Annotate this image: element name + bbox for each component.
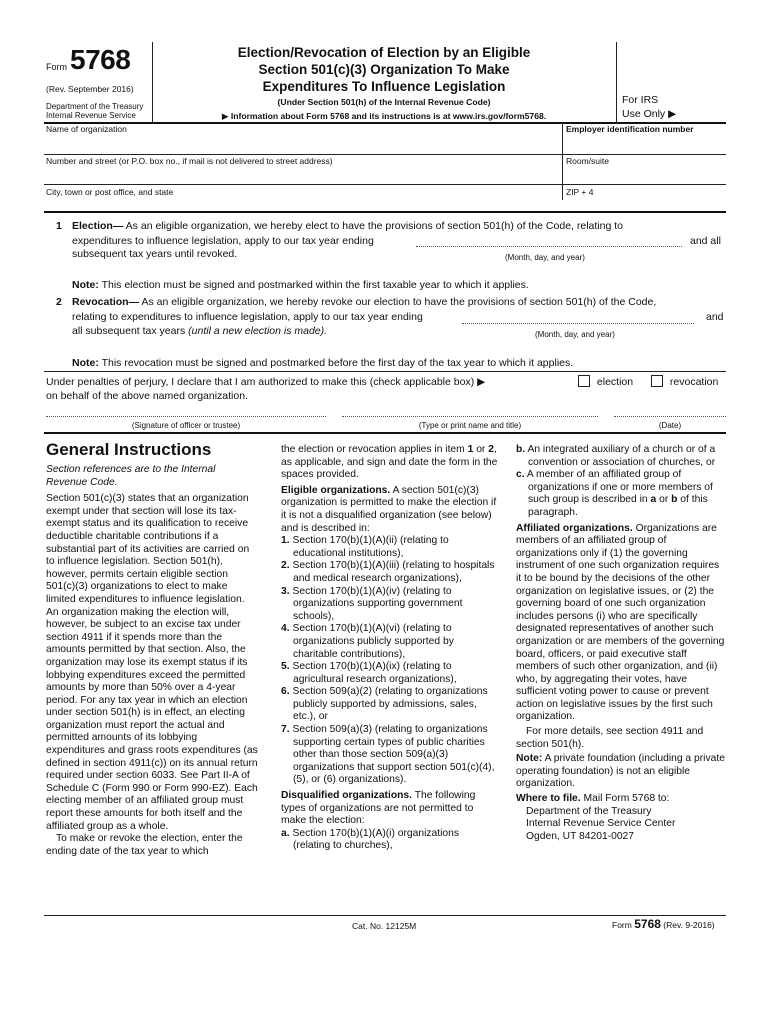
election-number: 1 — [56, 220, 62, 232]
revocation-line-1 — [72, 296, 656, 309]
revocation-note — [72, 357, 573, 370]
list-item: 7. Section 509(a)(3) (relating to organizations supporting certain types of public charities other than those section 509(a)(3) organizations that support section 501(c)(4), (5), or (6) organizations). — [281, 724, 495, 786]
footer-form-id — [612, 917, 715, 931]
revocation-number: 2 — [56, 296, 62, 308]
footer-rule — [44, 915, 726, 916]
more-details: For more details, see section 4911 and section 501(h). — [516, 726, 704, 750]
fields-bottom-rule — [44, 211, 726, 213]
form-subtitle: (Under Section 501(h) of the Internal Revenue Code) — [277, 97, 491, 107]
city-field[interactable] — [44, 196, 562, 210]
instructions-column-1 — [46, 440, 258, 858]
footer-form-word: Form — [612, 920, 632, 930]
list-item: 2. Section 170(b)(1)(A)(iii) (relating to hospitals and medical research organizations), — [281, 560, 495, 584]
affiliated-orgs-heading: Affiliated organizations. — [516, 522, 633, 534]
affiliated-orgs-para — [516, 523, 726, 725]
info-line: ▶ Information about Form 5768 and its instructions is at www.irs.gov/form5768. — [221, 111, 547, 121]
election-note-label: Note: — [72, 279, 99, 291]
revocation-line-2: relating to expenditures to influence legislation, apply to our tax year ending — [72, 311, 423, 323]
instructions-column-3 — [516, 444, 726, 843]
list-item: 4. Section 170(b)(1)(A)(vi) (relating to organizations publicly supported by charitable contributions), — [281, 623, 454, 660]
name-title-line — [342, 416, 598, 417]
eligible-orgs-text: A section 501(c)(3) organization is permitted to make the election if it is not a disqualified organization (see below) and is described in: — [281, 484, 497, 534]
pf-note-label: Note: — [516, 753, 543, 765]
eligible-orgs-para — [281, 485, 499, 535]
title-line-1: Election/Revocation of Election by an Eligible — [237, 45, 531, 60]
disqualified-item-b: b. An integrated auxiliary of a church or of a convention or association of churches, or — [516, 444, 716, 468]
perjury-line-1: Under penalties of perjury, I declare that I am authorized to make this (check applicable box) ▶ — [46, 376, 486, 388]
col2-text-a: the election or revocation applies in item — [281, 444, 468, 455]
field-rule-2 — [44, 184, 726, 185]
revocation-note-text: This revocation must be signed and postmarked before the first day of the tax year to which it applies. — [98, 357, 574, 369]
pf-note-text: A private foundation (including a private operating foundation) is not an eligible organization. — [516, 753, 725, 790]
list-item: 3. Section 170(b)(1)(A)(iv) (relating to organizations supporting government schools), — [281, 585, 463, 622]
for-irs-label: For IRS — [622, 94, 659, 106]
address-line-3: Ogden, UT 84201-0027 — [526, 830, 635, 842]
title-line-3: Expenditures To Influence Legislation — [262, 79, 506, 94]
eligible-orgs-heading: Eligible organizations. — [281, 484, 391, 496]
election-date-line[interactable] — [416, 246, 682, 247]
footer-form-number: 5768 — [634, 917, 661, 931]
org-name-label: Name of organization — [46, 124, 127, 134]
election-option[interactable] — [578, 375, 633, 389]
affiliated-orgs-text: Organizations are members of an affiliated group of organizations only if (1) the governing instrument of one such organization requires it to be bound by the decisions of the other organization on legislative issues, or (2) the governing board of one such organization includes persons (i) who are specifically designated representatives of another such organization or are members of the governing board, officers, or paid executive staff members of such other organization, and (ii) who, by aggregating their votes, have sufficient voting power to cause or prevent action on legislative issues by the first such organization. — [516, 522, 725, 723]
street-field[interactable] — [44, 166, 562, 184]
use-only-label: Use Only ▶ — [622, 108, 677, 120]
address-line-1: Department of the Treasury — [526, 805, 652, 817]
list-item: 6. Section 509(a)(2) (relating to organizations publicly supported by admissions, sales, etc.), or — [281, 686, 488, 723]
disqualified-orgs-text: The following types of organizations are not permitted to make the election: — [281, 790, 476, 827]
instructions-para-2: To make or revoke the election, enter the ending date of the tax year to which — [46, 833, 243, 857]
signature-label: (Signature of officer or trustee) — [131, 421, 241, 430]
header-divider-right — [616, 42, 617, 122]
title-line-2: Section 501(c)(3) Organization To Make — [258, 62, 510, 77]
col2-text-e: , as applicable, and sign and date the form in the spaces provided. — [281, 444, 498, 481]
city-label: City, town or post office, and state — [46, 187, 174, 197]
election-text-1: As an eligible organization, we hereby elect to have the provisions of section 501(h) of the Code, relating to — [123, 220, 623, 232]
zip-field[interactable] — [564, 196, 726, 210]
where-to-file-heading: Where to file. — [516, 793, 581, 805]
revocation-checkbox[interactable] — [651, 375, 663, 387]
election-and-all: and all — [690, 235, 721, 247]
election-line-1 — [72, 220, 726, 233]
revocation-and: and — [706, 311, 724, 323]
name-title-field[interactable] — [342, 398, 598, 416]
field-rule-1 — [44, 154, 726, 155]
election-line-2: expenditures to influence legislation, apply to our tax year ending — [72, 235, 374, 247]
election-heading: Election— — [72, 220, 124, 232]
revocation-note-label: Note: — [72, 357, 99, 369]
instructions-col2-para — [281, 444, 499, 482]
election-checkbox[interactable] — [578, 375, 590, 387]
election-note-text: This election must be signed and postmarked within the first taxable year to which it applies. — [98, 279, 529, 291]
revocation-text-3a: all subsequent tax years — [72, 325, 189, 337]
disqualified-item-a: a. Section 170(b)(1)(A)(i) organizations (relating to churches), — [281, 827, 460, 852]
room-field[interactable] — [564, 166, 726, 184]
private-foundation-note — [516, 753, 726, 791]
revision-date: (Rev. September 2016) — [46, 84, 134, 94]
items-bottom-rule — [44, 371, 726, 372]
date-line — [614, 416, 726, 417]
date-label: (Date) — [658, 421, 682, 430]
revocation-option[interactable] — [651, 375, 718, 389]
department: Department of the Treasury — [46, 102, 144, 111]
field-divider-1 — [562, 122, 563, 200]
revocation-text-1: As an eligible organization, we hereby revoke our election to have the provisions of section 501(h) of the Code, — [139, 296, 657, 308]
list-item: 1. Section 170(b)(1)(A)(ii) (relating to educational institutions), — [281, 535, 449, 559]
revocation-line-3 — [72, 325, 327, 338]
where-to-file — [516, 793, 726, 806]
catalog-number: Cat. No. 12125M — [352, 921, 417, 931]
revocation-date-line[interactable] — [462, 323, 694, 324]
election-option-label: election — [596, 376, 634, 388]
instructions-intro: Section references are to the Internal Revenue Code. — [46, 464, 216, 488]
room-label: Room/suite — [566, 156, 609, 166]
org-name-field[interactable] — [44, 134, 562, 154]
name-title-label: (Type or print name and title) — [418, 421, 522, 430]
revocation-heading: Revocation— — [72, 296, 140, 308]
election-line-3: subsequent tax years until revoked. — [72, 248, 238, 260]
form-number: 5768 — [70, 44, 131, 75]
disqualified-orgs-heading: Disqualified organizations. — [281, 790, 413, 802]
col2-text-or: or — [473, 444, 489, 455]
eligible-list — [281, 535, 499, 787]
street-label: Number and street (or P.O. box no., if mail is not delivered to street address) — [46, 156, 333, 166]
signature-field[interactable] — [46, 398, 326, 416]
signature-bottom-rule — [44, 432, 726, 434]
instructions-heading: General Instructions — [46, 440, 212, 459]
revocation-option-label: revocation — [669, 376, 719, 388]
election-note — [72, 279, 529, 292]
disqualified-item-c: c. A member of an affiliated group of organizations if one or more members of such group is described in a or b of this paragraph. — [516, 469, 713, 518]
revocation-text-3b: (until a new election is made). — [188, 325, 328, 337]
footer-rev: (Rev. 9-2016) — [663, 920, 715, 930]
disqualified-orgs-para — [281, 790, 499, 828]
perjury-line-2: on behalf of the above named organization. — [46, 390, 248, 402]
agency: Internal Revenue Service — [46, 111, 136, 120]
revocation-date-hint: (Month, day, and year) — [535, 330, 615, 339]
ein-label: Employer identification number — [566, 124, 694, 134]
form-label: Form — [46, 62, 67, 72]
instructions-column-2 — [281, 444, 499, 853]
zip-label: ZIP + 4 — [566, 187, 594, 197]
address-line-2: Internal Revenue Service Center — [526, 818, 676, 830]
list-item: 5. Section 170(b)(1)(A)(ix) (relating to agricultural research organizations), — [281, 661, 457, 685]
signature-line — [46, 416, 326, 417]
election-date-hint: (Month, day, and year) — [505, 253, 585, 262]
col2-item-1: 1 — [467, 444, 474, 455]
instructions-para-1: Section 501(c)(3) states that an organization exempt under that section will lose its tax-exempt status and its qualification to receive deductible charitable contributions if a substantial part of its activities are carried on to influence legislation. Section 501(h), however, permits certain eligible section 501(c)(3) organizations to elect to make limited expenditures to influence legislation. An organization making the election will, however, be subject to an excise tax under section 4911 if it spends more than the amounts permitted by that section. Also, the organization may lose its exempt status if its lobbying expenditures exceed the permitted amounts by more than 50% over a 4-year period. For any tax year in which an election under section 501(h) is in effect, an electing organization must report the actual and permitted amounts of its lobbying expenditures and grass roots expenditures (as defined in section 4911(c)) on its annual return required under section 6033. See Part II-A of Schedule C (Form 990 or Form 990-EZ). Each electing member of an affiliated group must report these amounts for both itself and the affiliated group as a whole. — [46, 493, 258, 832]
where-to-file-text: Mail Form 5768 to: — [580, 793, 670, 805]
col2-item-2: 2 — [488, 444, 494, 455]
form-title — [152, 44, 616, 95]
ein-field[interactable] — [564, 134, 726, 154]
date-field[interactable] — [614, 398, 726, 416]
